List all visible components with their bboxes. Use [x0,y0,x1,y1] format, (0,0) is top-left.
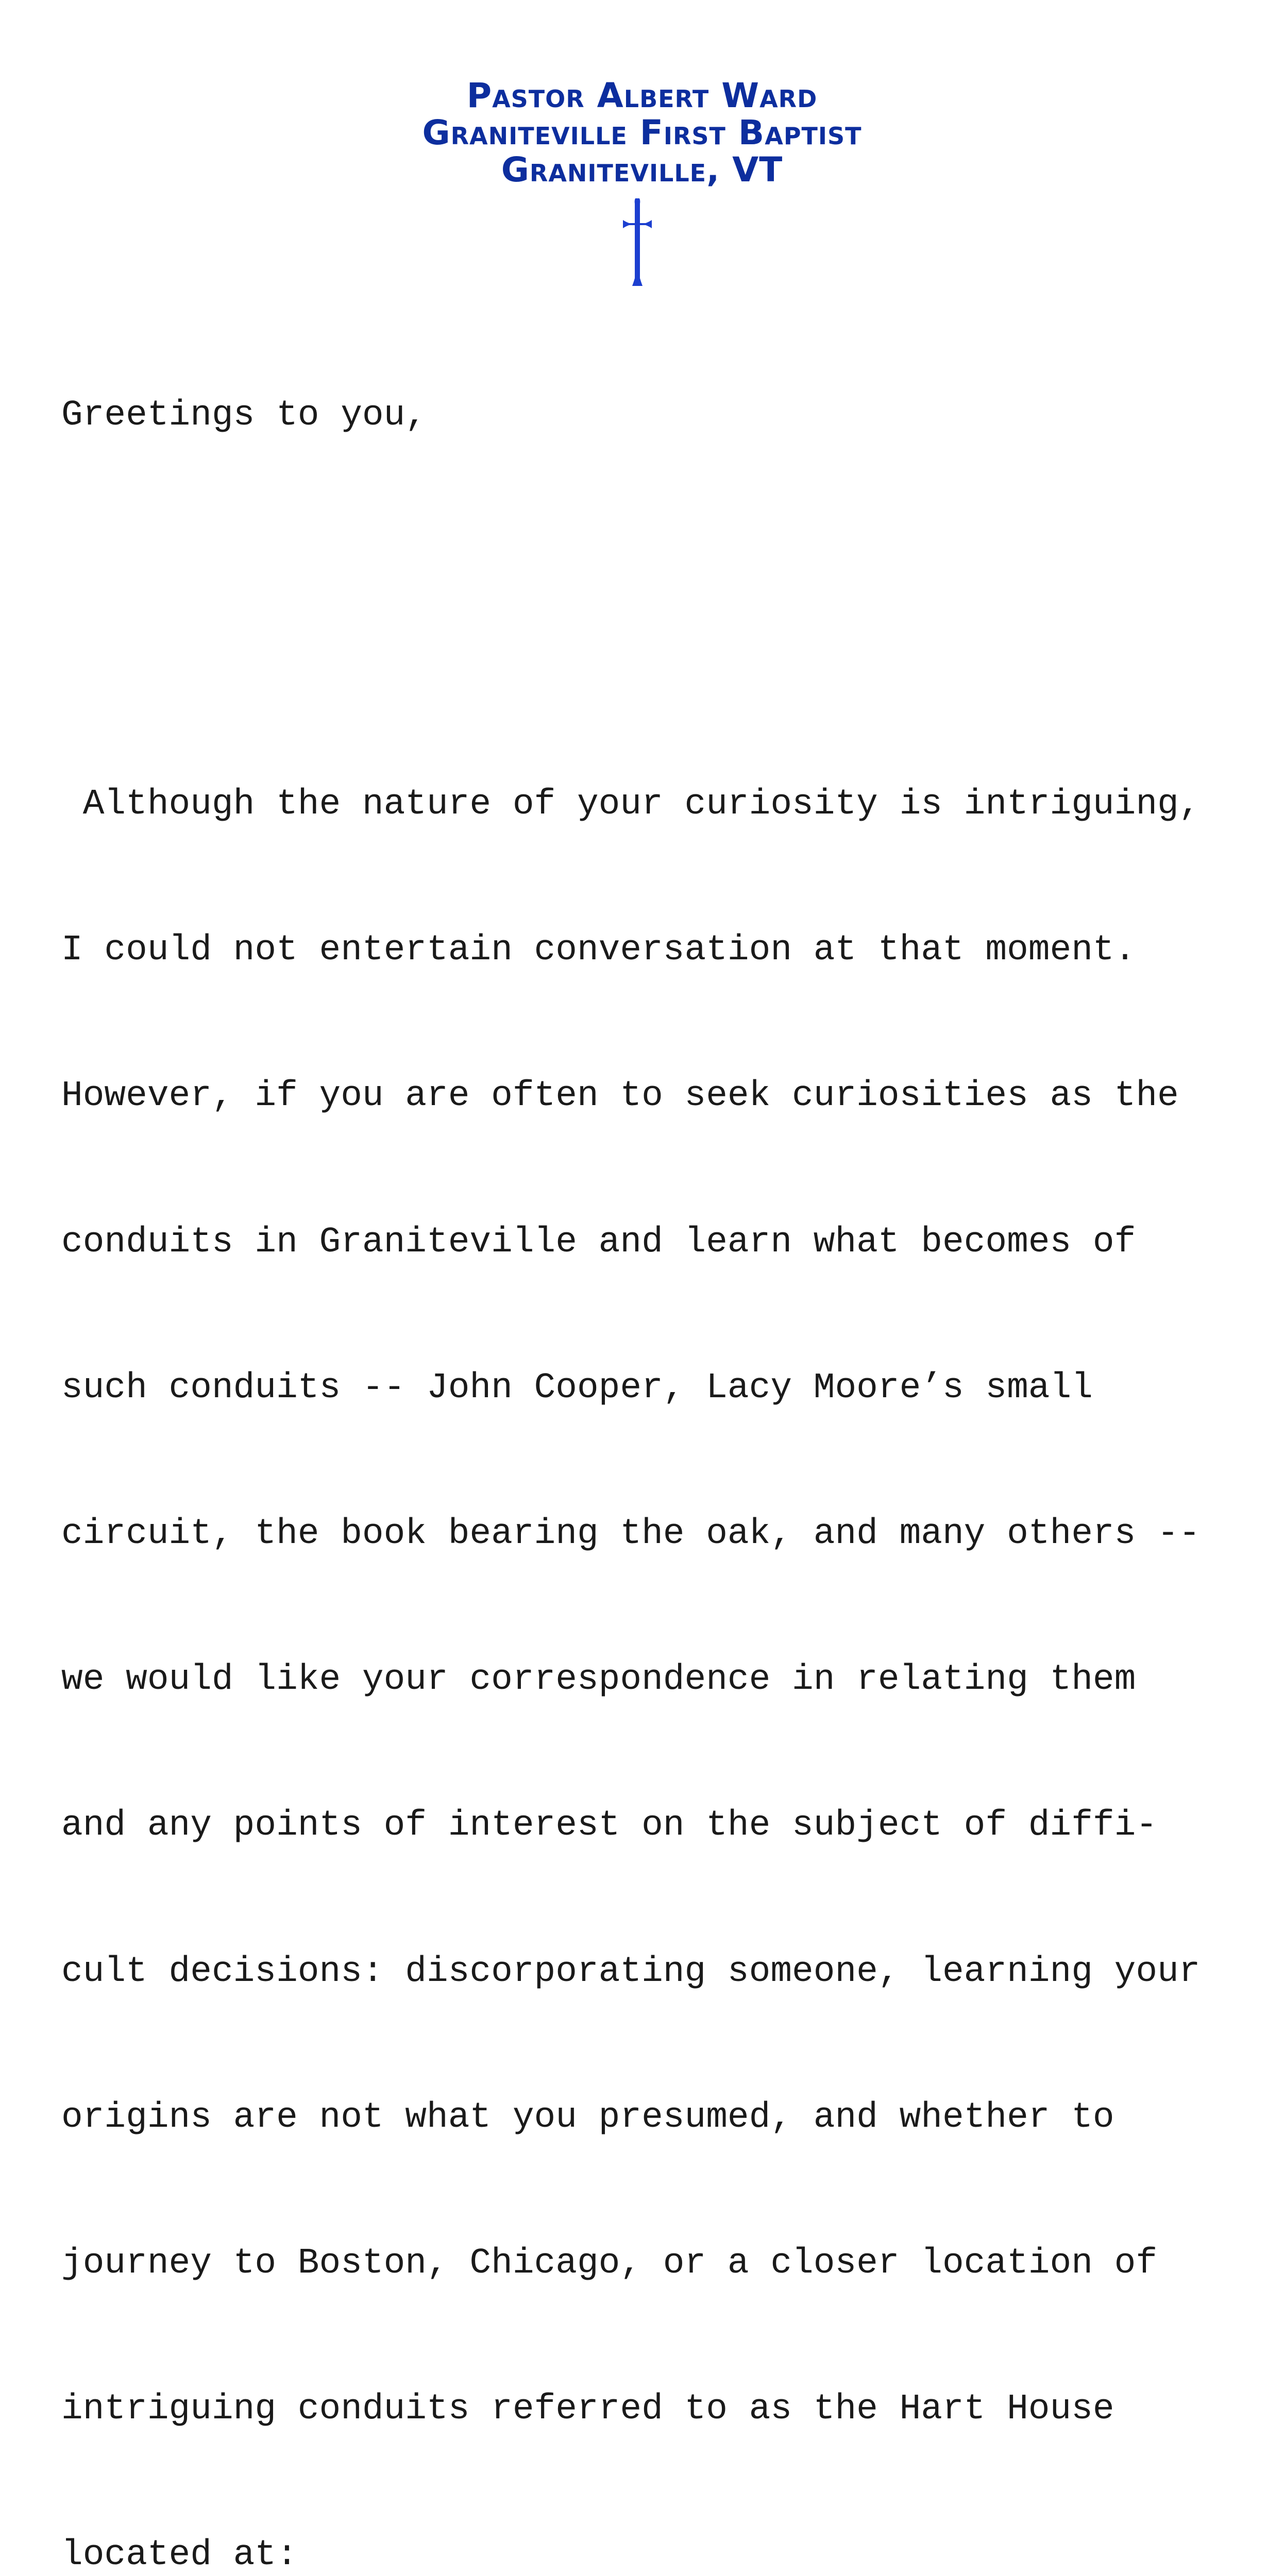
text-line: However, if you are often to seek curiosities as the [61,1075,1179,1116]
text-line: cult decisions: discorporating someone, learning your [61,1951,1201,1992]
greeting: Greetings to you, [61,394,427,435]
text-line: Although the nature of your curiosity is intriguing, [61,784,1201,825]
text-line: located at: [61,2534,298,2575]
text-line: conduits in Graniteville and learn what becomes of [61,1221,1136,1262]
paragraph-curiosity [61,683,1246,2576]
text-line: origins are not what you presumed, and whether to [61,2096,1114,2138]
latin-cross-icon [623,198,652,286]
text-line: and any points of interest on the subject of diffi- [61,1805,1158,1846]
text-line: intriguing conduits referred to as the Hart House [61,2388,1114,2430]
text-line: circuit, the book bearing the oak, and many others -- [61,1513,1201,1554]
spacer [61,537,1246,585]
letter-body [61,294,1246,2576]
church-name: Graniteville First Baptist [422,113,862,152]
pastor-name: Pastor Albert Ward [466,76,818,115]
text-line: such conduits -- John Cooper, Lacy Moore’s small [61,1367,1093,1408]
letterhead [0,77,1284,189]
text-line: I could not entertain conversation at that moment. [61,929,1136,971]
text-line: we would like your correspondence in relating them [61,1659,1136,1700]
text-line: journey to Boston, Chicago, or a closer location of [61,2243,1158,2284]
church-location: Graniteville, VT [501,150,783,190]
